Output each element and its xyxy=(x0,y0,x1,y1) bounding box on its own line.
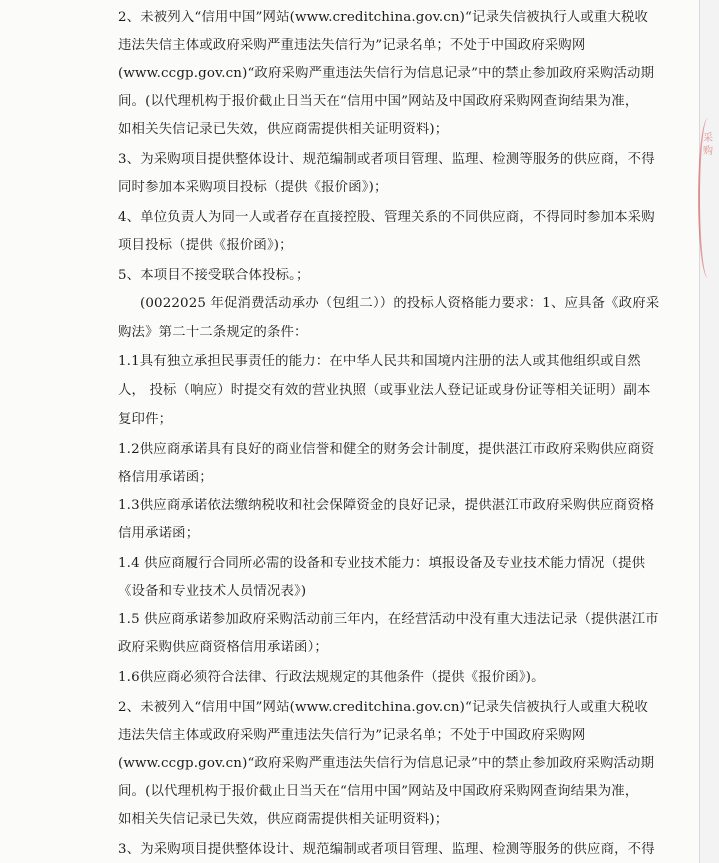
text-line: (0022025 年促消费活动承办（包组二））的投标人资格能力要求：1、应具备《政府采 xyxy=(140,296,660,311)
text-line: 1.2供应商承诺具有良好的商业信誉和健全的财务会计制度，提供湛江市政府采购供应商资 xyxy=(118,442,655,457)
text-line: 同时参加本采购项目投标（提供《报价函》)； xyxy=(118,180,388,195)
text-line: 购法》第二十二条规定的条件： xyxy=(118,325,308,340)
text-line: (www.ccgp.gov.cn)“政府采购严重违法失信行为信息记录”中的禁止参加政府采购活动期 xyxy=(118,66,655,81)
text-line: 如相关失信记录已失效，供应商需提供相关证明资料)； xyxy=(118,122,449,137)
text-line: 3、为采购项目提供整体设计、规范编制或者项目管理、监理、检测等服务的供应商，不得 xyxy=(118,842,655,857)
text-line: (www.ccgp.gov.cn)“政府采购严重违法失信行为信息记录”中的禁止参加政府采购活动期 xyxy=(118,756,655,771)
text-line: 如相关失信记录已失效，供应商需提供相关证明资料)； xyxy=(118,812,449,827)
text-line: 2、未被列入“信用中国”网站(www.creditchina.gov.cn)“记录失信被执行人或重大税收 xyxy=(118,700,649,715)
text-line: 项目投标（提供《报价函》)； xyxy=(118,238,293,253)
text-line: 2、未被列入“信用中国”网站(www.creditchina.gov.cn)“记录失信被执行人或重大税收 xyxy=(118,10,649,25)
text-line: 3、为采购项目提供整体设计、规范编制或者项目管理、监理、检测等服务的供应商，不得 xyxy=(118,152,655,167)
text-line: 间。(以代理机构于报价截止日当天在“信用中国”网站及中国政府采购网查询结果为准， xyxy=(118,784,639,799)
text-line: 4、单位负责人为同一人或者存在直接控股、管理关系的不同供应商，不得同时参加本采购 xyxy=(118,210,655,225)
seal-text: 采购 xyxy=(703,133,713,157)
text-line: 人， 投标（响应）时提交有效的营业执照（或事业法人登记证或身份证等相关证明）副本 xyxy=(118,383,651,398)
text-line: 政府采购供应商资格信用承诺函）； xyxy=(118,640,328,655)
text-line: 1.5 供应商承诺参加政府采购活动前三年内，在经营活动中没有重大违法记录（提供湛江市 xyxy=(118,612,659,627)
text-line: 信用承诺函； xyxy=(118,526,200,541)
text-line: 《设备和专业技术人员情况表》) xyxy=(118,584,307,599)
text-line: 格信用承诺函； xyxy=(118,470,213,485)
text-line: 违法失信主体或政府采购严重违法失信行为”记录名单；不处于中国政府采购网 xyxy=(118,38,586,53)
text-line: 间。(以代理机构于报价截止日当天在“信用中国”网站及中国政府采购网查询结果为准， xyxy=(118,94,639,109)
text-line: 1.6供应商必须符合法律、行政法规规定的其他条件（提供《报价函》)。 xyxy=(118,670,545,685)
text-line: 1.1具有独立承担民事责任的能力：在中华人民共和国境内注册的法人或其他组织或自然 xyxy=(118,354,641,369)
text-line: 违法失信主体或政府采购严重违法失信行为”记录名单；不处于中国政府采购网 xyxy=(118,728,586,743)
text-line: 1.4 供应商履行合同所必需的设备和专业技术能力：填报设备及专业技术能力情况（提供 xyxy=(118,556,646,571)
text-line: 1.3供应商承诺依法缴纳税收和社会保障资金的良好记录，提供湛江市政府采购供应商资格 xyxy=(118,498,655,513)
text-line: 5、本项目不接受联合体投标。； xyxy=(118,268,310,283)
text-line: 复印件； xyxy=(118,412,173,427)
